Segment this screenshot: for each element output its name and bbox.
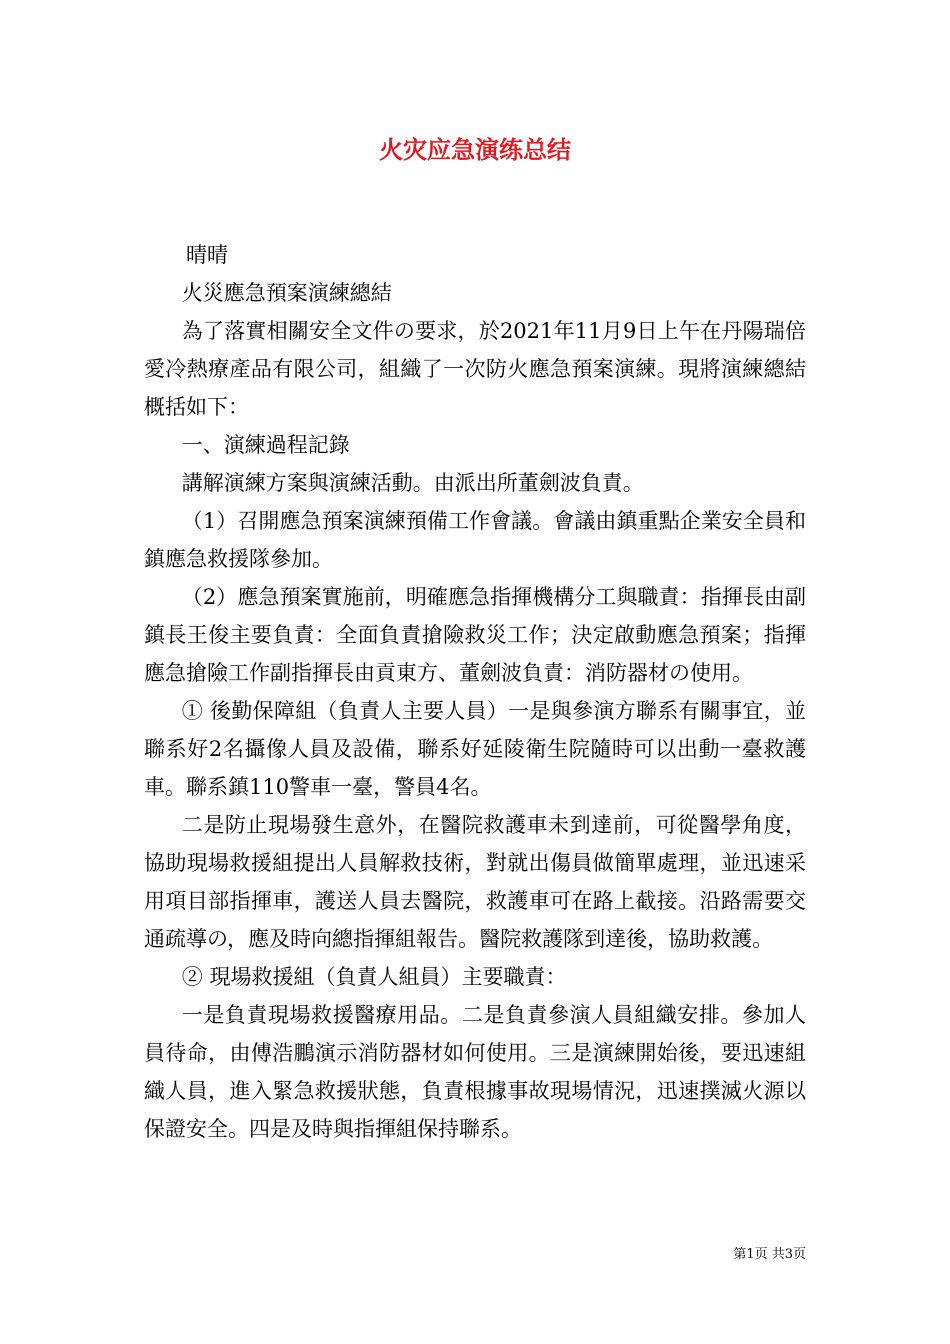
paragraph-accident-prevention: 二是防止現場發生意外，在醫院救護車未到達前，可從醫學角度，協助現場救援組提出人員解救技術，對就出傷員做簡單處理，並迅速采用項目部指揮車，護送人員去醫院，救護車可在路上截接。沿路需要交通疏導の，應及時向總指揮組報告。醫院救護隊到達後，協助救護。 xyxy=(144,813,806,951)
paragraph-item-1: （1）召開應急預案演練預備工作會議。會議由鎮重點企業安全員和鎮應急救援隊參加。 xyxy=(144,509,806,571)
paragraph-rescue-group: ② 現場救援組（負責人組員）主要職責： xyxy=(181,965,567,989)
paragraph-rescue-duties: 一是負責現場救援醫療用品。二是負責參演人員組織安排。參加人員待命，由傅浩鵬演示消防器材如何使用。三是演練開始後，要迅速組織人員，進入緊急救援狀態，負責根據事故現場情況，迅速撲滅火源以保證安全。四是及時與指揮組保持聯系。 xyxy=(144,1003,806,1141)
document-body xyxy=(144,236,806,1148)
paragraph-author: 晴晴 xyxy=(186,243,228,267)
paragraph-section-heading: 一、演練過程記錄 xyxy=(181,433,350,457)
page-number: 第1页 共3页 xyxy=(733,1247,806,1262)
paragraph-logistics-group: ① 後勤保障組（負責人主要人員）一是與參演方聯系有關事宜，並聯系好2名攝像人員及設備，聯系好延陵衛生院隨時可以出動一臺救護車。聯系鎮110警車一臺，警員4名。 xyxy=(144,699,806,799)
document-title: 火灾应急演练总结 xyxy=(379,136,571,164)
paragraph-subtitle: 火災應急預案演練總結 xyxy=(181,281,392,305)
paragraph-briefing: 講解演練方案與演練活動。由派出所董劍波負責。 xyxy=(181,471,644,495)
paragraph-intro: 為了落實相關安全文件の要求，於2021年11月9日上午在丹陽瑞倍愛冷熱療產品有限公司，組織了一次防火應急預案演練。現將演練總結概括如下： xyxy=(144,319,806,419)
paragraph-item-2: （2）應急預案實施前，明確應急指揮機構分工與職責：指揮長由副鎮長王俊主要負責：全面負責搶險救災工作；決定啟動應急預案；指揮應急搶險工作副指揮長由貢東方、董劍波負責：消防器材の使用。 xyxy=(144,585,806,685)
